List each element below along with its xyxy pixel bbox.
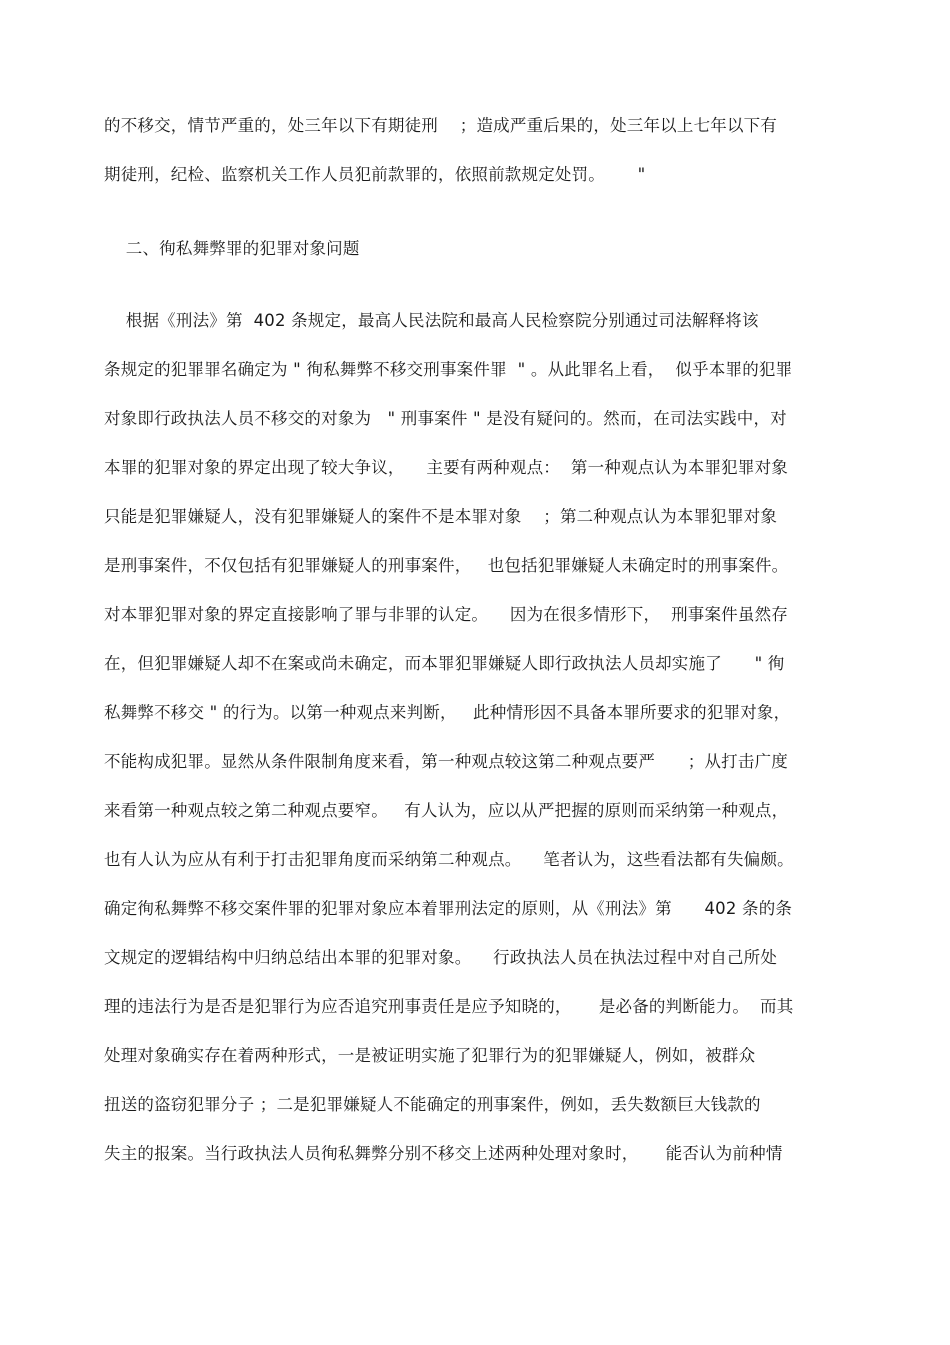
text-line: 只能是犯罪嫌疑人，没有犯罪嫌疑人的案件不是本罪对象 ；第二种观点认为本罪犯罪对象 (104, 507, 778, 526)
text-line: 对象即行政执法人员不移交的对象为 " 刑事案件 " 是没有疑问的。然而，在司法实践中，对 (104, 409, 787, 428)
text-line: 也有人认为应从有利于打击犯罪角度而采纳第二种观点。 笔者认为，这些看法都有失偏颇。 (104, 850, 794, 869)
text-line: 期徒刑，纪检、监察机关工作人员犯前款罪的，依照前款规定处罚。 " (104, 165, 646, 184)
text-line: 的不移交，情节严重的，处三年以下有期徒刑 ；造成严重后果的，处三年以上七年以下有 (104, 116, 778, 135)
text-line: 是刑事案件，不仅包括有犯罪嫌疑人的刑事案件， 也包括犯罪嫌疑人未确定时的刑事案件。 (104, 556, 789, 575)
text-line: 对本罪犯罪对象的界定直接影响了罪与非罪的认定。 因为在很多情形下， 刑事案件虽然存 (104, 605, 788, 624)
text-line: 失主的报案。当行政执法人员徇私舞弊分别不移交上述两种处理对象时， 能否认为前种情 (104, 1144, 783, 1163)
text-line: 扭送的盗窃犯罪分子 ；二是犯罪嫌疑人不能确定的刑事案件，例如，丢失数额巨大钱款的 (104, 1095, 761, 1114)
section-heading: 二、徇私舞弊罪的犯罪对象问题 (104, 239, 360, 258)
text-line: 处理对象确实存在着两种形式，一是被证明实施了犯罪行为的犯罪嫌疑人，例如，被群众 (104, 1046, 756, 1065)
text-line: 条规定的犯罪罪名确定为 " 徇私舞弊不移交刑事案件罪 " 。从此罪名上看， 似乎本罪的犯罪 (104, 360, 793, 379)
text-line: 私舞弊不移交 " 的行为。以第一种观点来判断， 此种情形因不具备本罪所要求的犯罪对象， (104, 703, 791, 722)
text-line: 根据《刑法》第 402 条规定，最高人民法院和最高人民检察院分别通过司法解释将该 (104, 311, 759, 330)
text-line: 在，但犯罪嫌疑人却不在案或尚未确定，而本罪犯罪嫌疑人即行政执法人员却实施了 " 徇 (104, 654, 785, 673)
text-line: 理的违法行为是否是犯罪行为应否追究刑事责任是应予知晓的， 是必备的判断能力。 而其 (104, 997, 794, 1016)
text-line: 不能构成犯罪。显然从条件限制角度来看，第一种观点较这第二种观点要严 ；从打击广度 (104, 752, 788, 771)
text-line: 本罪的犯罪对象的界定出现了较大争议， 主要有两种观点： 第一种观点认为本罪犯罪对象 (104, 458, 788, 477)
text-line: 来看第一种观点较之第二种观点要窄。 有人认为，应以从严把握的原则而采纳第一种观点， (104, 801, 789, 820)
text-line: 确定徇私舞弊不移交案件罪的犯罪对象应本着罪刑法定的原则，从《刑法》第 402 条的条 (104, 899, 793, 918)
text-line: 文规定的逻辑结构中归纳总结出本罪的犯罪对象。 行政执法人员在执法过程中对自己所处 (104, 948, 778, 967)
